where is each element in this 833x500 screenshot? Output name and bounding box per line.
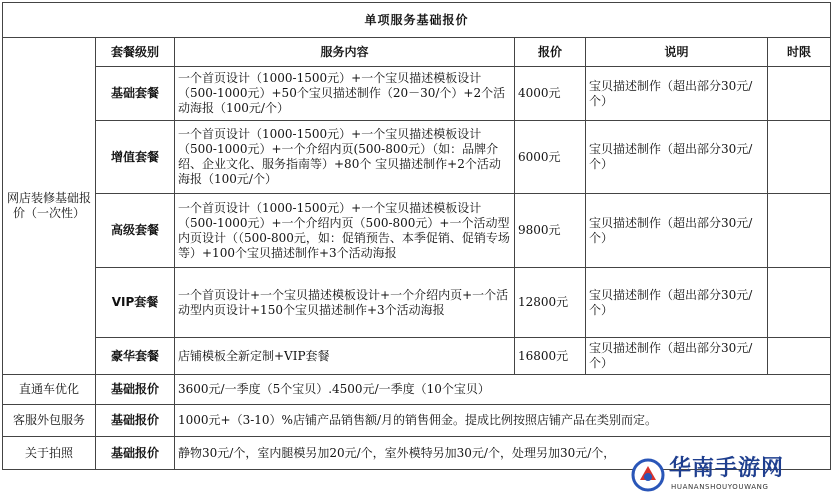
- header-period: 时限: [768, 38, 831, 67]
- package-period: [768, 194, 831, 268]
- package-row-vip: [3, 268, 831, 338]
- package-row-advanced: [3, 194, 831, 268]
- package-content: 一个首页设计（1000-1500元）+一个宝贝描述模板设计（500-1000元）+一个介绍内页(500-800元）（如：品牌介绍、企业文化、服务指南等）+80个 宝贝描述制作+2个活动海报（100元/个）: [175, 121, 515, 194]
- site-watermark: [631, 456, 827, 496]
- service-level: 基础报价: [96, 405, 175, 437]
- sheet-title: 单项服务基础报价: [3, 3, 831, 38]
- package-level: 豪华套餐: [96, 338, 175, 375]
- package-price: 12800元: [515, 268, 586, 338]
- package-period: [768, 121, 831, 194]
- package-price: 16800元: [515, 338, 586, 375]
- package-row-basic: [3, 67, 831, 121]
- price-sheet: [2, 2, 830, 496]
- watermark-name: 华南手游网: [669, 456, 785, 481]
- package-note: 宝贝描述制作（超出部分30元/个）: [586, 121, 768, 194]
- service-content: 静物30元/个，室内腿模另加20元/个，室外模特另加30元/个，处理另加30元/个，: [175, 437, 831, 470]
- service-content: 3600元/一季度（5个宝贝）.4500元/一季度（10个宝贝）: [175, 375, 831, 405]
- service-category: 关于拍照: [3, 437, 96, 470]
- package-level: VIP套餐: [96, 268, 175, 338]
- package-period: [768, 338, 831, 375]
- package-level: 高级套餐: [96, 194, 175, 268]
- service-content: 1000元+（3-10）%店铺产品销售额/月的销售佣金。提成比例按照店铺产品在类别而定。: [175, 405, 831, 437]
- package-period: [768, 67, 831, 121]
- package-row-luxury: [3, 338, 831, 375]
- service-row-support: [3, 405, 831, 437]
- header-level: 套餐级别: [96, 38, 175, 67]
- package-note: 宝贝描述制作（超出部分30元/个）: [586, 194, 768, 268]
- service-row-ppc: [3, 375, 831, 405]
- package-note: 宝贝描述制作（超出部分30元/个）: [586, 338, 768, 375]
- header-row: [3, 38, 831, 67]
- package-price: 9800元: [515, 194, 586, 268]
- header-content: 服务内容: [175, 38, 515, 67]
- package-level: 基础套餐: [96, 67, 175, 121]
- watermark-domain: HUANANSHOUYOUWANG: [671, 483, 769, 491]
- package-note: 宝贝描述制作（超出部分30元/个）: [586, 67, 768, 121]
- service-level: 基础报价: [96, 437, 175, 470]
- service-category: 直通车优化: [3, 375, 96, 405]
- site-logo-icon: [631, 458, 665, 492]
- package-period: [768, 268, 831, 338]
- package-price: 6000元: [515, 121, 586, 194]
- service-category: 客服外包服务: [3, 405, 96, 437]
- package-row-value: [3, 121, 831, 194]
- package-content: 一个首页设计（1000-1500元）+一个宝贝描述模板设计（500-1000元）+一个介绍内页（500-800元）+一个活动型内页设计（（500-800元，如：促销预告、本季促销、促销专场等）+100个宝贝描述制作+3个活动海报: [175, 194, 515, 268]
- header-note: 说明: [586, 38, 768, 67]
- service-level: 基础报价: [96, 375, 175, 405]
- header-price: 报价: [515, 38, 586, 67]
- package-note: 宝贝描述制作（超出部分30元/个）: [586, 268, 768, 338]
- package-level: 增值套餐: [96, 121, 175, 194]
- package-content: 店铺模板全新定制+VIP套餐: [175, 338, 515, 375]
- package-content: 一个首页设计+一个宝贝描述模板设计+一个介绍内页+一个活动型内页设计+150个宝贝描述制作+3个活动海报: [175, 268, 515, 338]
- package-price: 4000元: [515, 67, 586, 121]
- price-table: [2, 2, 831, 470]
- package-content: 一个首页设计（1000-1500元）+一个宝贝描述模板设计（500-1000元）+50个宝贝描述制作（20－30/个）+2个活动海报（100元/个）: [175, 67, 515, 121]
- category-store-decoration: 网店装修基础报价（一次性）: [3, 38, 96, 375]
